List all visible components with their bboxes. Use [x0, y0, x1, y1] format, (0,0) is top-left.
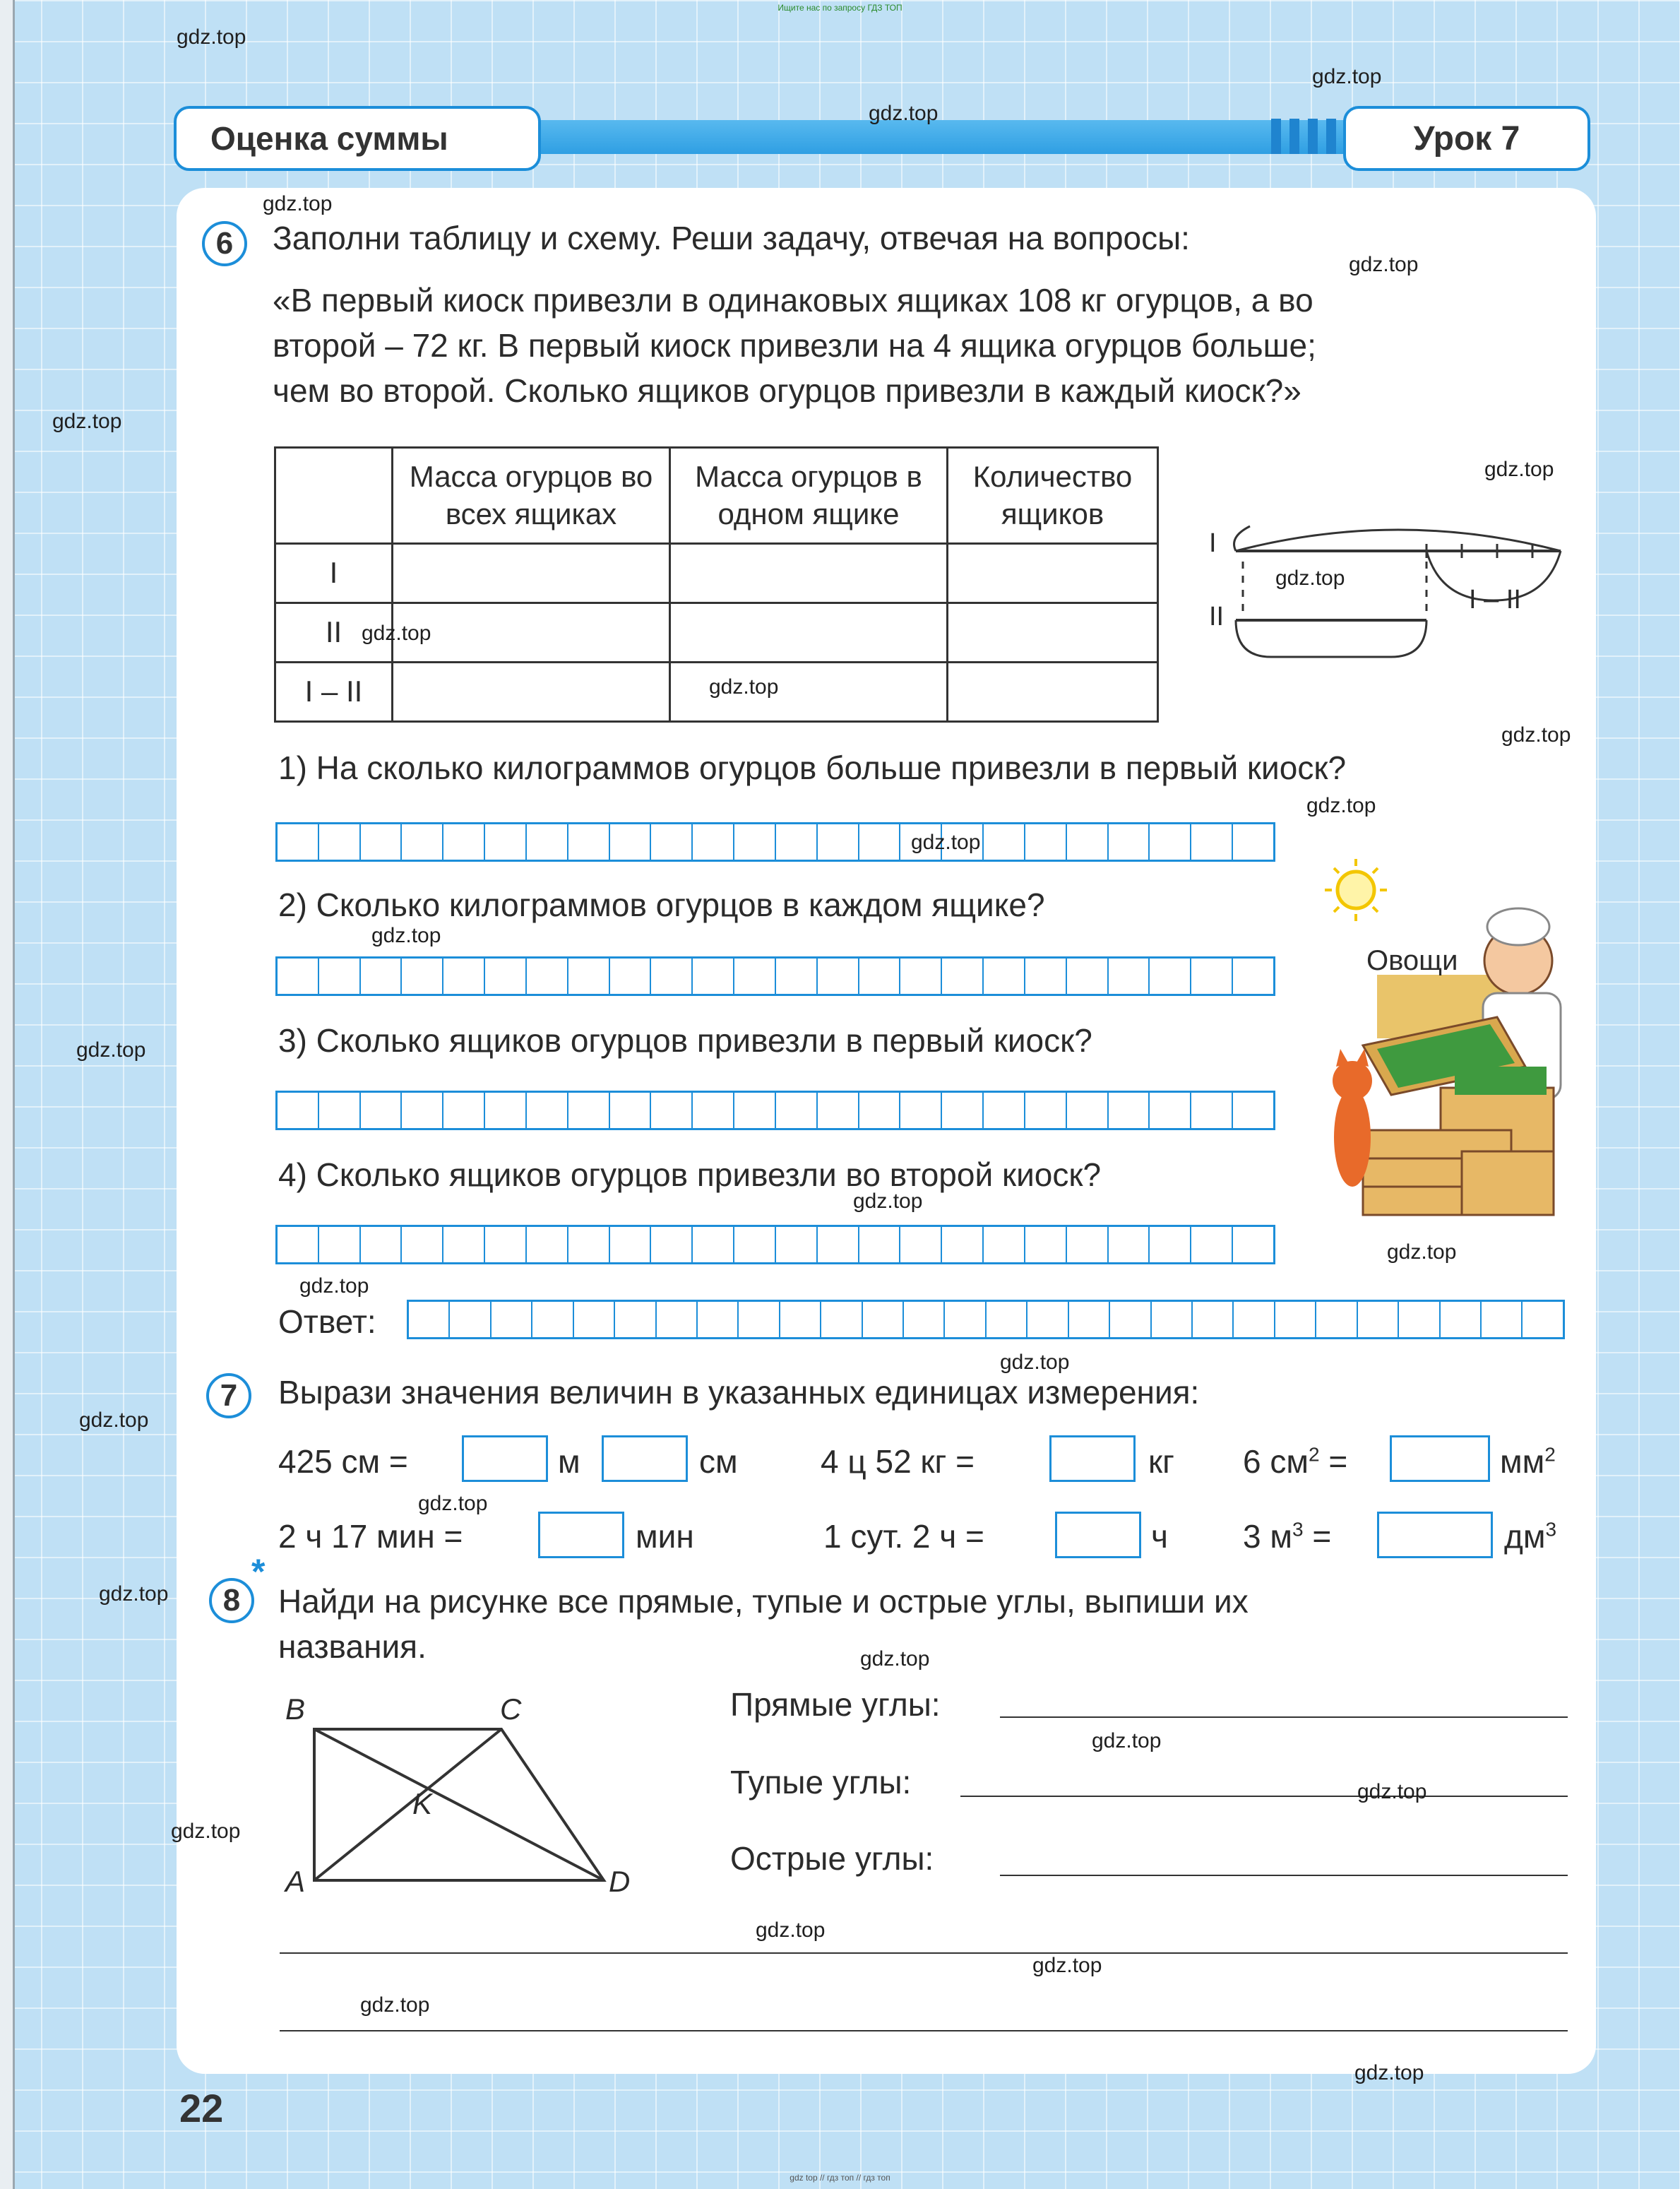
table-header-box-count: Количество ящиков [948, 448, 1158, 544]
answer-cells-final[interactable] [407, 1300, 1565, 1339]
scheme-label-1: I [1209, 528, 1217, 558]
task-6-number: 6 [202, 221, 247, 266]
conv-2b-input[interactable] [1055, 1512, 1141, 1558]
watermark: gdz.top [299, 1274, 369, 1298]
conv-1b-prefix: 4 ц 52 кг = [821, 1443, 975, 1480]
watermark: gdz.top [371, 924, 441, 947]
watermark: gdz.top [177, 25, 246, 49]
watermark: gdz.top [1349, 253, 1419, 276]
watermark: gdz.top [869, 102, 939, 125]
task-7-number: 7 [206, 1373, 251, 1418]
watermark: gdz.top [860, 1647, 930, 1671]
answer-cells-2[interactable] [275, 956, 1275, 996]
page-edge [0, 0, 15, 2189]
right-angles-line[interactable] [1000, 1716, 1568, 1718]
conv-2a-input[interactable] [538, 1512, 624, 1558]
task-8-number: 8 [209, 1578, 254, 1623]
question-3: 3) Сколько ящиков огурцов привезли в первый киоск? [278, 1022, 1092, 1059]
watermark: gdz.top [1000, 1351, 1070, 1374]
table-cell[interactable] [948, 663, 1158, 722]
watermark: gdz.top [911, 831, 981, 854]
point-a-label: A [285, 1865, 306, 1898]
task-6-scheme [1201, 494, 1582, 678]
watermark: gdz.top [1501, 723, 1571, 747]
table-row-label: I – II [275, 663, 393, 722]
task-6-problem-line-3: чем во второй. Сколько ящиков огурцов привезли в каждый киоск?» [273, 372, 1301, 409]
acute-angles-label: Острые углы: [730, 1840, 934, 1877]
watermark: gdz.top [76, 1038, 146, 1062]
conv-2a-prefix: 2 ч 17 мин = [278, 1518, 463, 1555]
shop-sign: Овощи [1366, 945, 1458, 976]
vegetable-seller-illustration [1313, 855, 1568, 1222]
table-header-box-mass: Масса огурцов в одном ящике [670, 448, 948, 544]
watermark: gdz.top [418, 1492, 488, 1515]
star-icon: * [251, 1552, 266, 1591]
conv-2c-unit: $дм^3$ [1504, 1518, 1557, 1555]
conv-1a-input-m[interactable] [462, 1435, 548, 1482]
conv-1a-input-cm[interactable] [602, 1435, 688, 1482]
watermark: gdz.top [1275, 566, 1345, 590]
table-cell[interactable] [393, 663, 670, 722]
watermark: gdz.top [99, 1582, 169, 1606]
conv-2b-prefix: 1 сут. 2 ч = [823, 1518, 984, 1555]
watermark: gdz.top [1092, 1729, 1162, 1752]
answer-line-1[interactable] [280, 1952, 1568, 1954]
point-k-label: K [412, 1787, 433, 1820]
answer-line-2[interactable] [280, 2030, 1568, 2031]
watermark: gdz.top [171, 1820, 241, 1843]
obtuse-angles-label: Тупые углы: [730, 1764, 912, 1801]
page-title: Оценка суммы [174, 106, 541, 171]
answer-cells-1[interactable] [275, 822, 1275, 862]
right-angles-label: Прямые углы: [730, 1686, 941, 1723]
question-4: 4) Сколько ящиков огурцов привезли во второй киоск? [278, 1156, 1102, 1193]
question-2: 2) Сколько килограммов огурцов в каждом ящике? [278, 886, 1045, 923]
scheme-label-diff: I – II [1469, 585, 1521, 615]
task-8-instruction-2: названия. [278, 1628, 427, 1665]
conv-1a-prefix: 425 см = [278, 1443, 408, 1480]
acute-angles-line[interactable] [1000, 1875, 1568, 1876]
conv-1a-unit-m: м [558, 1443, 580, 1480]
conv-1a-unit-cm: см [699, 1443, 738, 1480]
conv-1c-unit: $мм^2$ [1500, 1443, 1556, 1480]
watermark: gdz.top [360, 1993, 430, 2017]
watermark: gdz.top [263, 192, 333, 215]
sun-icon [1325, 859, 1387, 921]
lesson-label: Урок 7 [1343, 106, 1590, 171]
point-b-label: B [285, 1692, 306, 1726]
table-cell[interactable] [948, 544, 1158, 603]
watermark: gdz.top [853, 1190, 923, 1213]
header-stripes [1271, 119, 1342, 154]
watermark: gdz.top [756, 1918, 826, 1942]
conv-2c-input[interactable] [1377, 1512, 1493, 1558]
watermark: gdz.top [1306, 794, 1376, 817]
table-row-label: I [275, 544, 393, 603]
conv-1c-prefix: 6 $см^2$ = [1243, 1443, 1348, 1480]
conv-2b-unit: ч [1151, 1518, 1168, 1555]
obtuse-angles-line[interactable] [960, 1796, 1568, 1797]
conv-1b-unit: кг [1148, 1443, 1174, 1480]
table-cell[interactable] [948, 603, 1158, 663]
watermark: gdz.top [52, 410, 122, 433]
watermark: gdz.top [1357, 1780, 1427, 1803]
watermark: gdz.top [1387, 1240, 1457, 1264]
table-header-total-mass: Масса огурцов во всех ящиках [393, 448, 670, 544]
table-cell[interactable] [393, 603, 670, 663]
table-cell[interactable] [670, 603, 948, 663]
table-row-label: II [275, 603, 393, 663]
task-6-instruction: Заполни таблицу и схему. Реши задачу, отвечая на вопросы: [273, 220, 1190, 256]
conv-1c-input[interactable] [1390, 1435, 1490, 1482]
answer-label: Ответ: [278, 1303, 376, 1340]
table-cell[interactable] [670, 544, 948, 603]
watermark: gdz.top [1312, 65, 1382, 88]
conv-1b-input[interactable] [1049, 1435, 1136, 1482]
watermark: gdz.top [1484, 458, 1554, 481]
watermark: gdz.top [1032, 1954, 1102, 1977]
watermark: gdz.top [79, 1408, 149, 1432]
watermark: gdz.top [709, 675, 779, 699]
answer-cells-4[interactable] [275, 1225, 1275, 1264]
task-8-instruction-1: Найди на рисунке все прямые, тупые и острые углы, выпиши их [278, 1583, 1249, 1620]
table-corner [275, 448, 393, 544]
point-c-label: C [500, 1692, 522, 1726]
table-cell[interactable] [393, 544, 670, 603]
task-6-problem-line-1: «В первый киоск привезли в одинаковых ящиках 108 кг огурцов, а во [273, 282, 1313, 319]
watermark: gdz.top [362, 622, 431, 645]
task-6-problem-line-2: второй – 72 кг. В первый киоск привезли на 4 ящика огурцов больше; [273, 327, 1316, 364]
scheme-label-2: II [1209, 602, 1225, 631]
conv-2a-unit: мин [636, 1518, 694, 1555]
task-7-instruction: Вырази значения величин в указанных единицах измерения: [278, 1374, 1200, 1411]
question-1: 1) На сколько килограммов огурцов больше привезли в первый киоск? [278, 749, 1347, 786]
bottom-links[interactable]: gdz top // гдз топ // гдз топ [790, 2173, 890, 2183]
trapezoid-figure [275, 1681, 643, 1900]
conv-2c-prefix: 3 $м^3$ = [1243, 1518, 1332, 1555]
point-d-label: D [609, 1865, 631, 1898]
answer-cells-3[interactable] [275, 1091, 1275, 1130]
watermark: gdz.top [1354, 2061, 1424, 2084]
page-number: 22 [179, 2086, 224, 2130]
top-search-hint[interactable]: Ищите нас по запросу ГДЗ ТОП [778, 3, 902, 13]
